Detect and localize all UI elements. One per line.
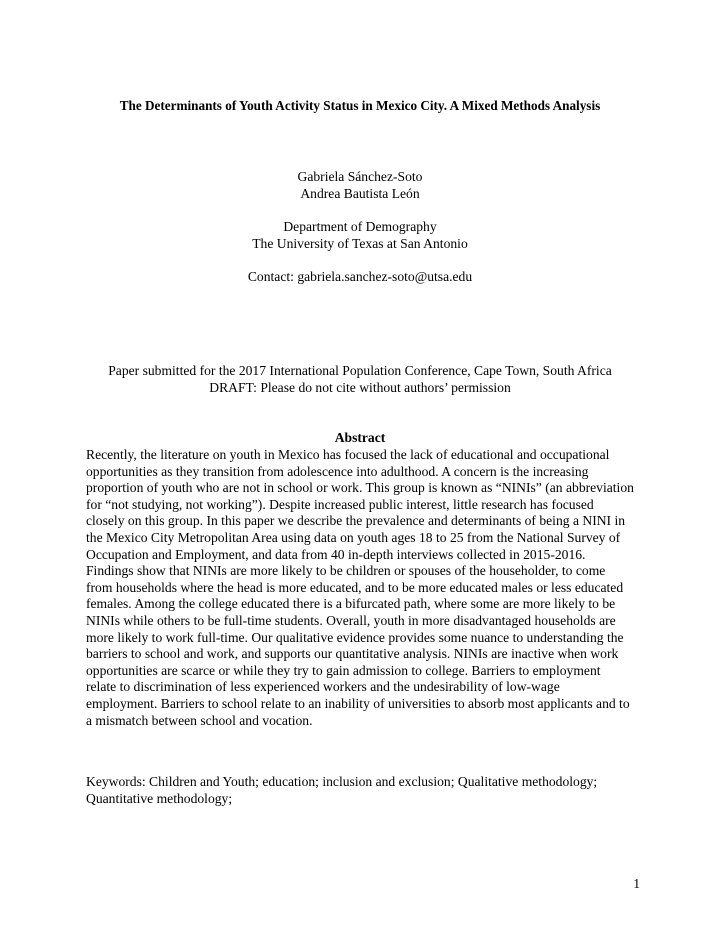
- keywords: Keywords: Children and Youth; education; inclusion and exclusion; Qualitative methodology; Quantitative methodology;: [86, 774, 598, 806]
- abstract-body: Recently, the literature on youth in Mexico has focused the lack of educational and occupational opportunities as they transition from adolescence into adulthood. A concern is the increasing proportion of youth who are not in school or work. This group is known as “NINIs” (an abbreviation for “not studying, not working”). Despite increased public interest, little research has focused closely on this group. In this paper we describe the prevalence and determinants of being a NINI in the Mexico City Metropolitan Area using data on youth ages 18 to 25 from the National Survey of Occupation and Employment, and data from 40 in-depth interviews collected in 2015-2016. Findings show that NINIs are more likely to be children or spouses of the householder, to come from households where the head is more educated, and to be more educated males or less educated females. Among the college educated there is a bifurcated path, where some are more likely to be NINIs while others to be full-time students. Overall, youth in more disadvantaged households are more likely to work full-time. Our qualitative evidence provides some nuance to understanding the barriers to school and work, and supports our quantitative analysis. NINIs are inactive when work opportunities are scarce or while they try to gain admission to college. Barriers to employment relate to discrimination of less experienced workers and the undesirability of low-wage employment. Barriers to school relate to an inability of universities to absorb most applicants and to a mismatch between school and vocation.: [86, 447, 634, 728]
- affiliation: [60, 218, 660, 252]
- department: Department of Demography: [283, 219, 437, 234]
- contact-line: Contact: gabriela.sanchez-soto@utsa.edu: [247, 269, 473, 284]
- paper-title: The Determinants of Youth Activity Status in Mexico City. A Mixed Methods Analysis: [119, 98, 601, 113]
- university: The University of Texas at San Antonio: [252, 236, 468, 251]
- author-name: Andrea Bautista León: [300, 186, 420, 201]
- page-number: 1: [633, 876, 640, 891]
- draft-notice: DRAFT: Please do not cite without authors’ permission: [209, 380, 511, 395]
- abstract-heading: Abstract: [334, 430, 386, 445]
- submission-line: Paper submitted for the 2017 International Population Conference, Cape Town, South Africa: [108, 363, 612, 378]
- submission-note: [60, 362, 660, 396]
- author-list: [60, 168, 660, 202]
- author-name: Gabriela Sánchez-Soto: [297, 169, 423, 184]
